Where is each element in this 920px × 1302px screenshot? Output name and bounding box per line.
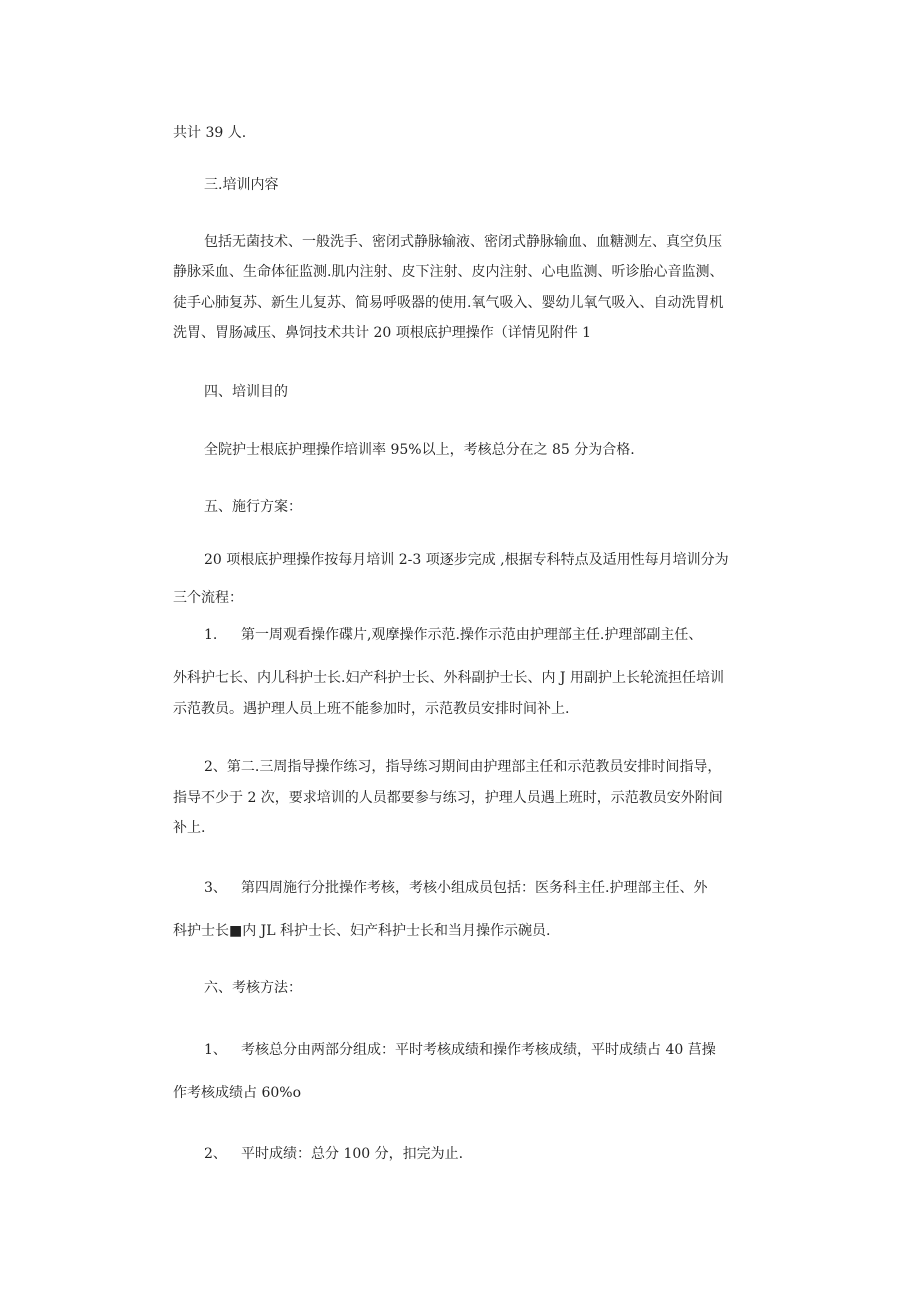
text-line: 作考核成绩占 60%o [173,1085,301,1101]
list-item [204,1145,463,1163]
list-item-text: 第一周观看操作碟片,观摩操作示范.操作示范由护理部主任.护理部副主任、 [241,627,703,643]
text-line: 静脉采血、生命体征监测.肌内注射、皮下注射、皮内注射、心电监测、听诊胎心音监测、 [173,264,724,280]
list-number: 2、 [204,1146,227,1162]
list-item [204,626,702,644]
text-line: 指导不少于 2 次，要求培训的人员都要参与练习，护理人员遇上班时，示范教员安外附间 [173,790,723,806]
text-line: 全院护士根底护理操作培训率 95%以上，考核总分在之 85 分为合格. [204,442,635,458]
text-line: 共计 39 人. [173,125,247,141]
section-heading-6: 六、考核方法： [204,980,302,996]
text-line: 徒手心肺复苏、新生儿复苏、简易呼吸器的使用.氧气吸入、婴幼儿氧气吸入、自动洗胃机 [173,295,724,311]
text-line: 20 项根底护理操作按每月培训 2-3 项逐步完成 ,根据专科特点及适用性每月培训分为 [204,552,729,568]
section-heading-4: 四、培训目的 [204,384,288,400]
section-heading-5: 五、施行方案： [204,499,302,515]
text-line: 科护士长■内 JL 科护士长、妇产科护士长和当月操作示碗员. [173,923,551,939]
text-line: 三个流程： [173,590,243,606]
text-line: 包括无菌技术、一般洗手、密闭式静脉输液、密闭式静脉输血、血糖测左、真空负压 [204,234,722,250]
list-number: 1、 [204,1042,227,1058]
list-item [204,1041,716,1059]
text-line: 2、第二.三周指导操作练习，指导练习期间由护理部主任和示范教员安排时间指导， [204,759,722,775]
list-item-text: 考核总分由两部分组成：平时考核成绩和操作考核成绩，平时成绩占 40 莒操 [241,1042,716,1058]
list-item-text: 平时成绩：总分 100 分，扣完为止. [241,1146,464,1162]
text-line: 示范教员。遇护理人员上班不能参加时，示范教员安排时间补上. [173,701,570,717]
text-line: 洗胃、胃肠减压、鼻饲技术共计 20 项根底护理操作（详情见附件 1 [173,325,592,341]
text-line: 补上. [173,820,206,836]
list-number: 3、 [204,880,227,896]
list-number: 1. [204,627,218,643]
text-line: 外科护七长、内儿科护士长.妇产科护士长、外科副护士长、内 J 用副护上长轮流担任培训 [173,670,724,686]
section-heading-3: 三.培训内容 [204,177,279,193]
list-item-text: 第四周施行分批操作考核，考核小组成员包括：医务科主任.护理部主任、外 [241,880,708,896]
list-item [204,879,707,897]
